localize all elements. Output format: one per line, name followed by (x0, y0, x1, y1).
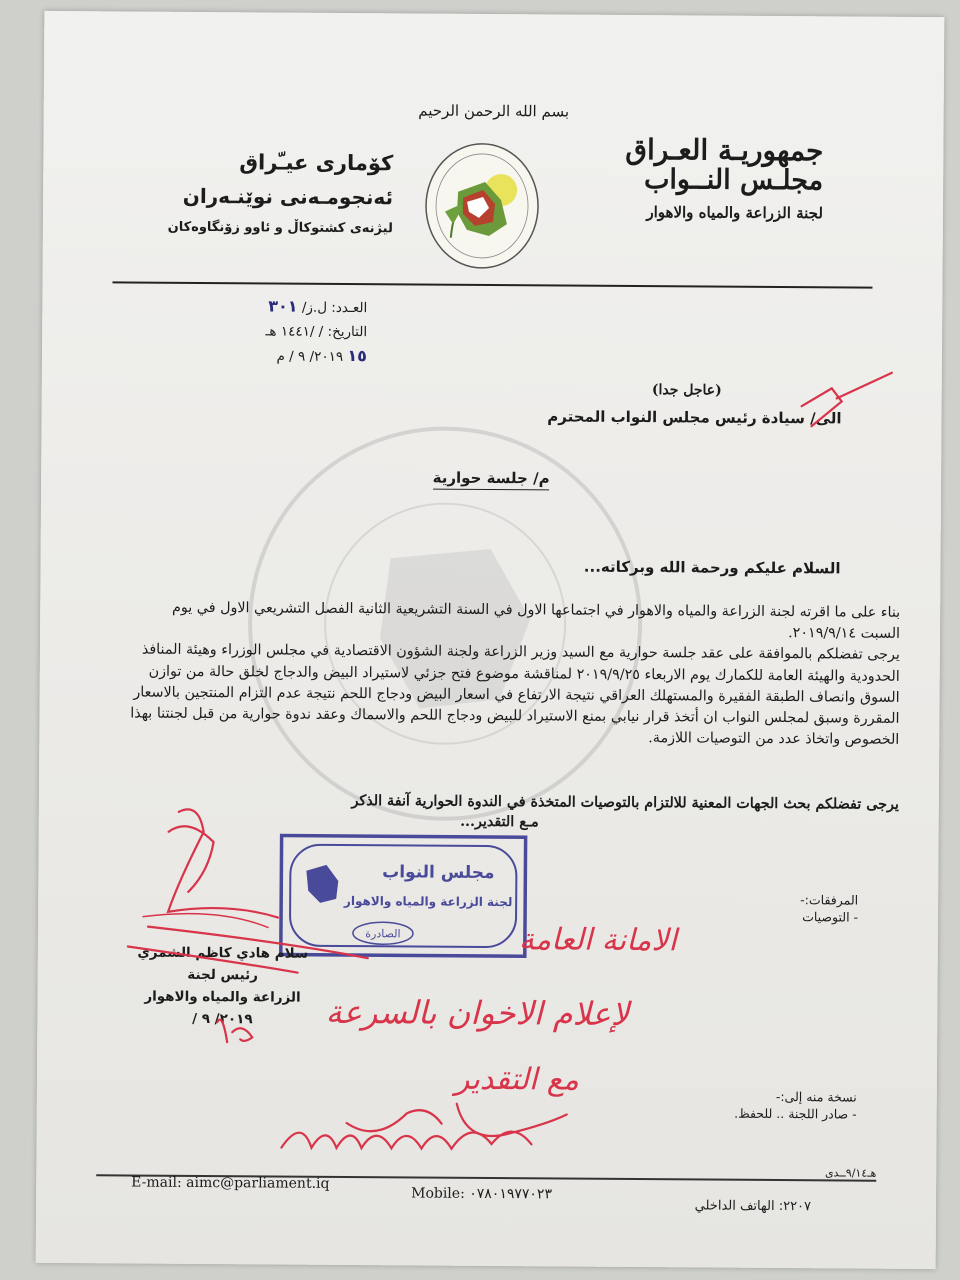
signer-title-1: رئيس لجنة (187, 966, 259, 984)
signer-name: سلام هادي كاظم الشمري (137, 944, 309, 962)
committee-stamp (278, 833, 529, 960)
handwriting-line-1: الامانة العامة (518, 922, 677, 959)
closing-regards: مـع التقدير... (460, 813, 539, 831)
arabic-council: مجلـس النــواب (643, 164, 824, 197)
footer-mobile: Mobile: ٠٧٨٠١٩٧٧٠٢٣ (411, 1185, 553, 1203)
number-line (137, 294, 367, 321)
kurdish-letterhead (143, 150, 394, 237)
subject (341, 468, 641, 488)
letter-page (36, 11, 945, 1269)
letter-body (129, 597, 900, 751)
urgent-label: (عاجل جدا) (651, 382, 722, 399)
kurdish-committee: لیژنەی کشتوکاڵ و ئاوو زۆنگاوەکان (167, 219, 393, 237)
arabic-country: جمهوريـة العـراق (625, 132, 824, 168)
subject-text: م/ جلسة حوارية (433, 469, 550, 491)
copy-to-item: - صادر اللجنة .. للحفظ. (734, 1105, 857, 1122)
recipient: الى/ سيادة رئيس مجلس النواب المحترم (547, 407, 842, 428)
closing (129, 789, 899, 834)
footer-phone: ٢٢٠٧: الهاتف الداخلي (694, 1198, 812, 1215)
bismillah: بسم الله الرحمن الرحيم (418, 101, 570, 121)
parliament-logo-icon (423, 142, 542, 271)
handwriting-line-2: لإعلام الاخوان بالسرعة (325, 992, 630, 1033)
reference-code: هـ٩/١٤ــدى (824, 1166, 877, 1180)
handwriting-line-3: مع التقدير (454, 1061, 580, 1098)
stamp-line-2: لجنة الزراعة والمياه والاهوار (343, 893, 513, 910)
number-label: العـدد: ل.ز/ (301, 299, 368, 317)
arabic-letterhead (523, 132, 824, 222)
date-value: ٢٠١٩/ ٩ / (289, 348, 344, 365)
signer-title-2: الزراعة والمياه والاهوار (144, 988, 301, 1006)
stamp-line-3: الصادرة (365, 927, 401, 941)
hijri-date: التاريخ: / /١٤٤١ هـ (265, 323, 368, 341)
footer-email: E-mail: aimc@parliament.iq (131, 1174, 330, 1192)
greeting: السلام عليكم ورحمة الله وبركاته... (583, 557, 841, 578)
attachments-item: - التوصيات (802, 909, 859, 925)
copy-to-label: نسخة منه إلى:- (775, 1089, 857, 1105)
signature-block (132, 942, 313, 1031)
kurdish-council: ئەنجومـەنی نوێنـەران (182, 183, 394, 210)
copy-to (717, 1088, 857, 1123)
letter-meta (137, 294, 368, 370)
body-paragraph-1: بناء على ما اقرته لجنة الزراعة والمياه والاهوار في اجتماعها الاول في السنة التشريعية الثانية الفصل التشريعي الاول في يوم السبت ٢٠١٩/٩/١٤. (172, 599, 901, 643)
stamp-line-1: مجلس النواب (382, 862, 495, 884)
date-suffix: م (276, 348, 285, 365)
arabic-committee: لجنة الزراعة والمياه والاهوار (646, 203, 824, 223)
attachments-label: المرفقات:- (800, 892, 859, 908)
number-value: ٣٠١ (268, 296, 298, 316)
header-divider (112, 281, 872, 288)
attachments (738, 891, 858, 926)
body-paragraph-2: يرجى تفضلكم بالموافقة على عقد جلسة حوارية مع السيد وزير الزراعة ولجنة الشؤون الاقتصادية في مجلس الوزراء وهيئة المنافذ الحدودية والهيئة العامة للكمارك يوم الاربعاء ٢٠١٩/٩/٢٥ لمناقشة موضوع فتح جزئي لاستيراد البيض والدجاج لخلق حالة من توازن السوق وانصاف الطبقة الفقيرة والمستهلك العراقي نتيجة الارتفاع في اسعار البيض ودجاج اللحم نتيجة عدم التزام المنتجين بالاسعار المقررة وسبق لمجلس النواب ان أتخذ قرار نيابي بمنع الاستيراد للبيض ودجاج اللحم والاسماك وعقد ندوة حوارية من قبل لجنتنا بهذا الخصوص واتخاذ عدد من التوصيات اللازمة. (130, 641, 900, 749)
closing-request: يرجى تفضلكم بحث الجهات المعنية للالتزام بالتوصيات المتخذة في الندوة الحوارية آنفة الذكر (351, 793, 899, 813)
gregorian-date-line (137, 343, 367, 370)
signature-date: ٢٠١٩/ ٩ / (192, 1010, 253, 1028)
kurdish-country: كۆماری عیـّراق (239, 150, 394, 176)
date-day: ١٥ (347, 345, 368, 366)
